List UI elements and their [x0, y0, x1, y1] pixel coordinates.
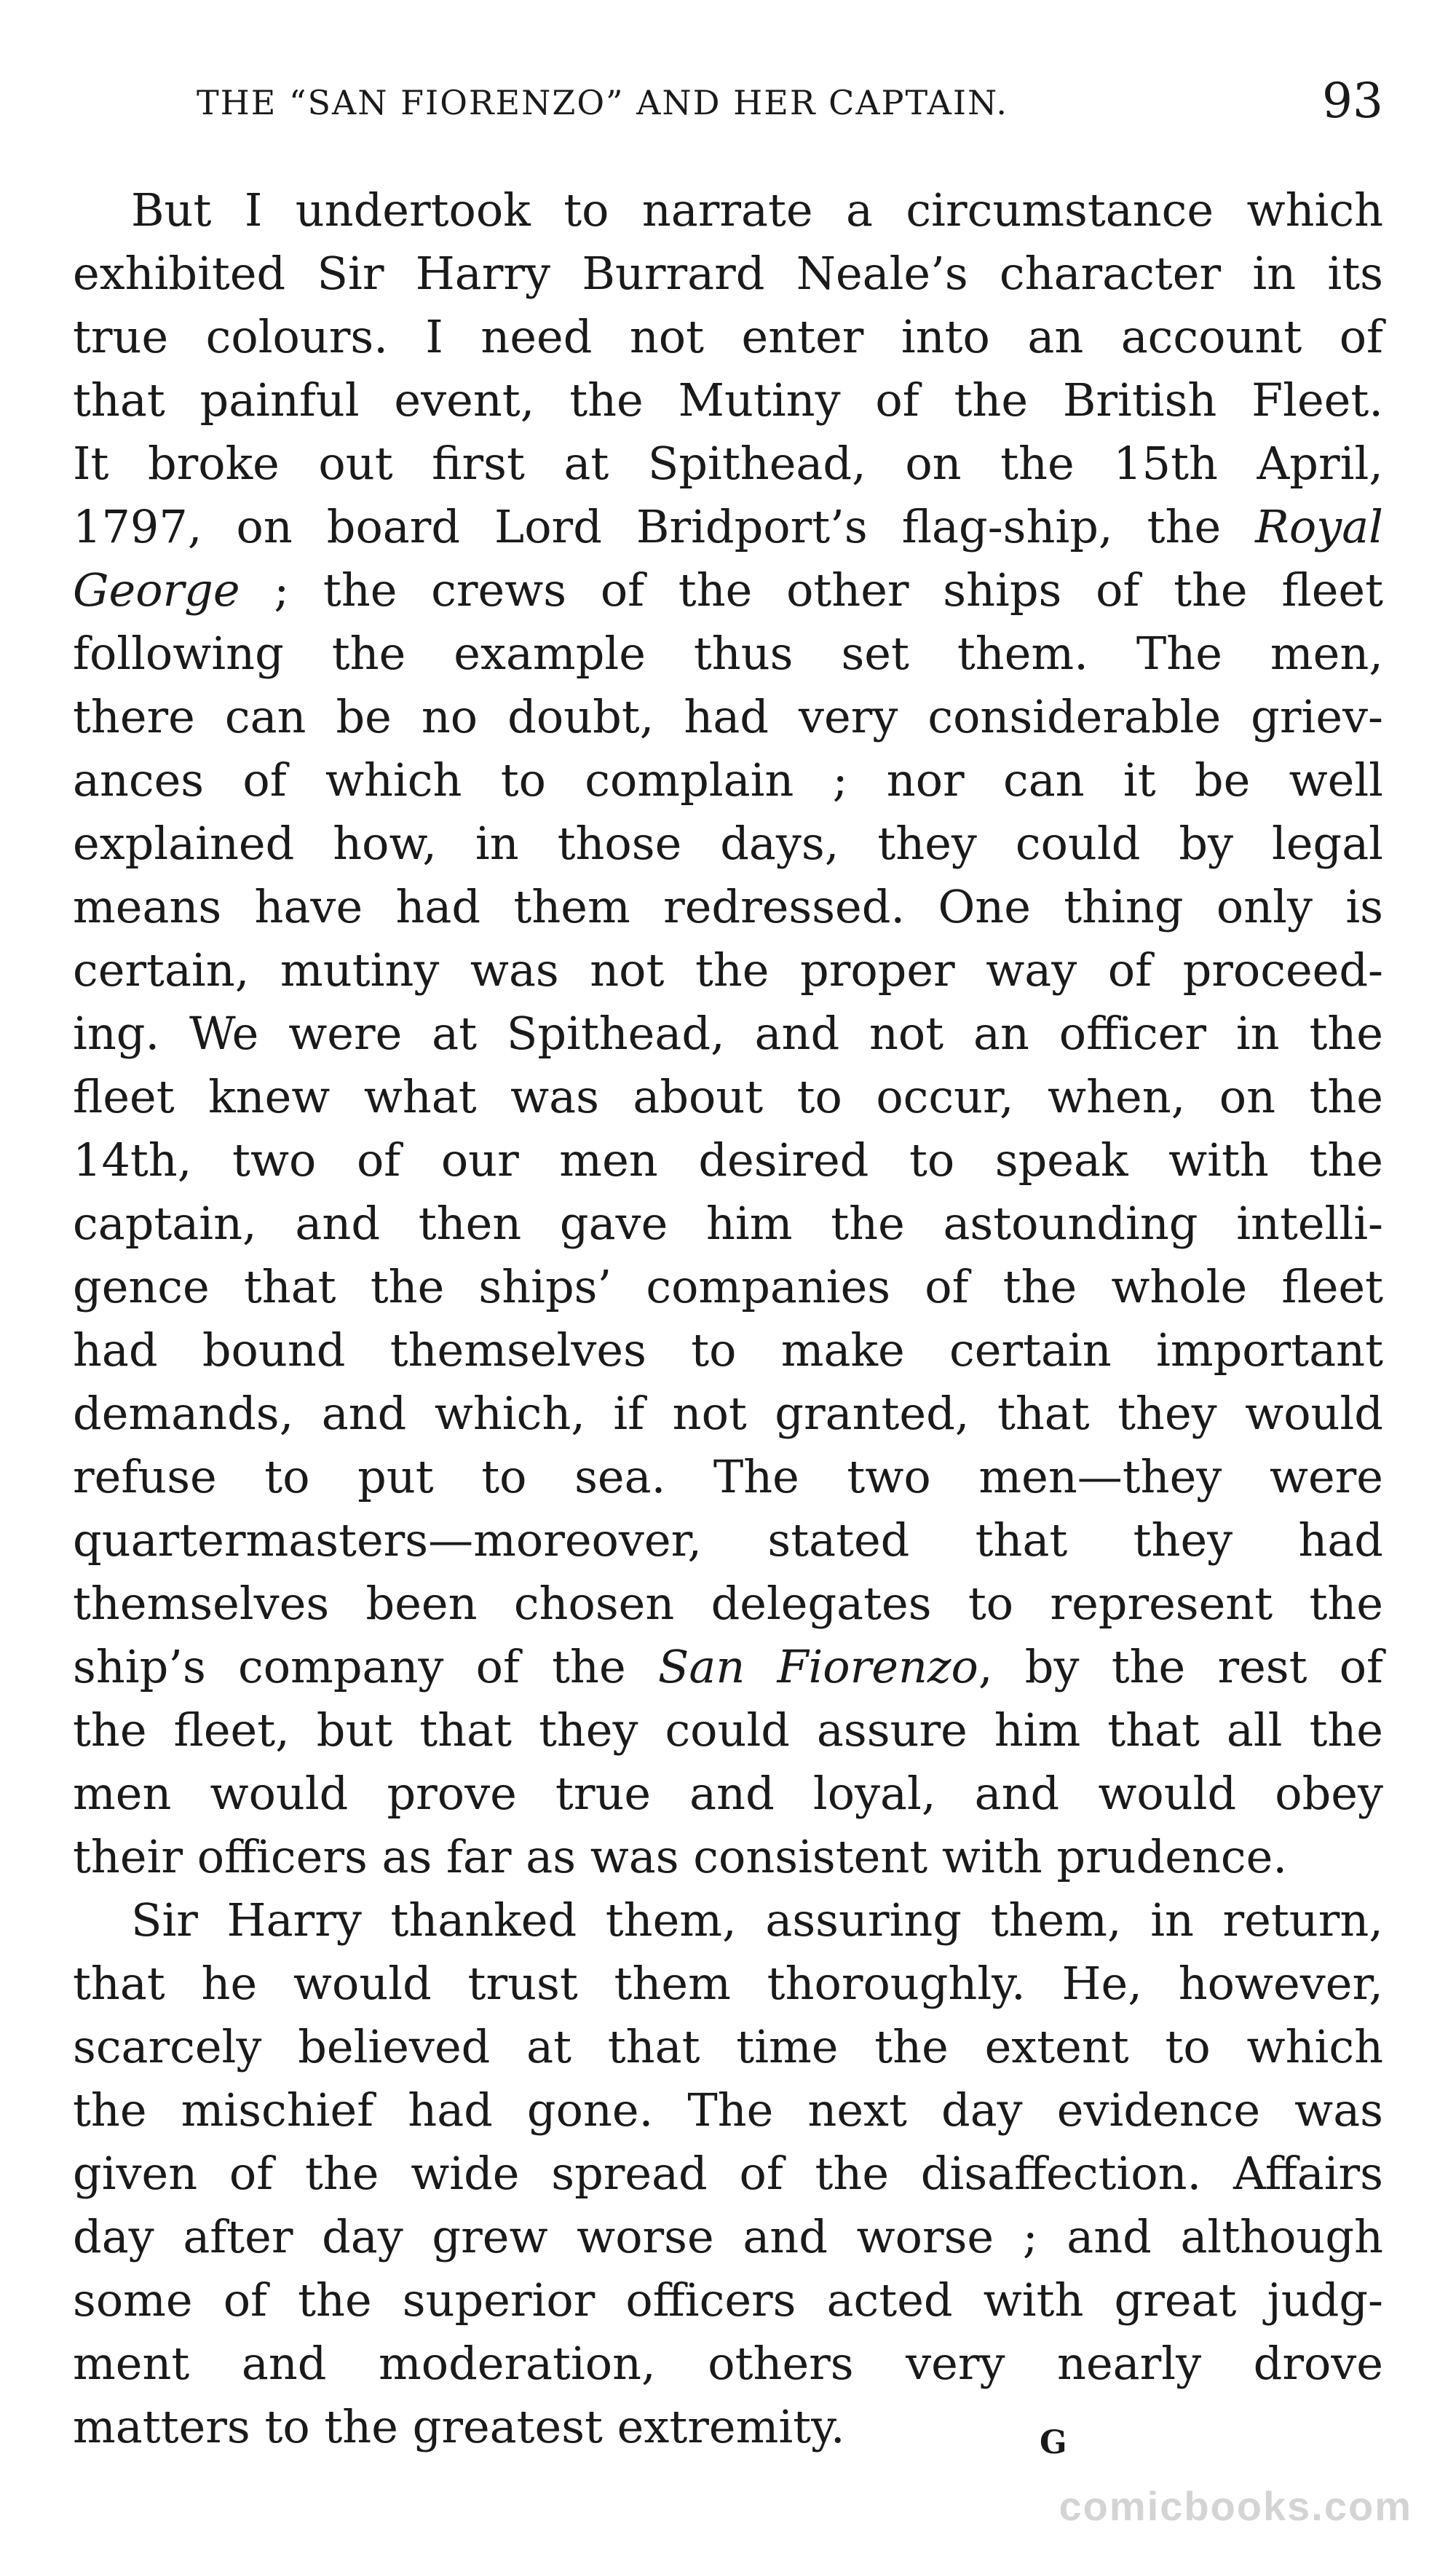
text-line: quartermasters—moreover, stated that they had: [73, 1513, 1383, 1567]
text-line: But I undertook to narrate a circumstance which: [131, 183, 1383, 237]
text-line: captain, and then gave him the astounding intelli-: [73, 1197, 1383, 1250]
text-line: themselves been chosen delegates to represent the: [73, 1577, 1383, 1630]
text-line: that he would trust them thoroughly. He, however,: [73, 1957, 1383, 2010]
text-line: the fleet, but that they could assure him that all the: [73, 1703, 1383, 1757]
text-line: ship’s company of the San Fiorenzo, by the rest of: [73, 1640, 1383, 1693]
text-line: refuse to put to sea. The two men—they were: [73, 1450, 1383, 1503]
text-line: the mischief had gone. The next day evidence was: [73, 2083, 1383, 2137]
text-line: exhibited Sir Harry Burrard Neale’s character in its: [73, 247, 1383, 300]
text-line: certain, mutiny was not the proper way of proceed-: [73, 943, 1383, 997]
text-line: Sir Harry thanked them, assuring them, in return,: [131, 1893, 1383, 1947]
text-line: It broke out first at Spithead, on the 15th April,: [73, 437, 1383, 490]
text-line: given of the wide spread of the disaffection. Affairs: [73, 2147, 1383, 2200]
text-line: that painful event, the Mutiny of the British Fleet.: [73, 373, 1383, 427]
text-line: there can be no doubt, had very considerable griev-: [73, 690, 1383, 743]
text-line: following the example thus set them. The men,: [73, 627, 1383, 680]
running-title: THE “SAN FIORENZO” AND HER CAPTAIN.: [197, 83, 1008, 122]
text-line: true colours. I need not enter into an account of: [73, 310, 1383, 363]
text-line: scarcely believed at that time the extent to which: [73, 2020, 1383, 2073]
text-line: fleet knew what was about to occur, when, on the: [73, 1070, 1383, 1123]
watermark: comicbooks.com: [1059, 2483, 1412, 2529]
page-number: 93: [1322, 73, 1383, 129]
paragraph-2: [73, 1888, 1383, 2458]
text-line: had bound themselves to make certain important: [73, 1323, 1383, 1377]
text-line: their officers as far as was consistent with prudence.: [73, 1830, 1288, 1883]
text-line: demands, and which, if not granted, that they would: [73, 1387, 1383, 1440]
text-line: men would prove true and loyal, and would obey: [73, 1767, 1383, 1820]
text-line: 1797, on board Lord Bridport’s flag-ship, the Royal: [73, 500, 1383, 553]
text-line: matters to the greatest extremity.: [73, 2400, 845, 2453]
text-line: George ; the crews of the other ships of the fleet: [73, 563, 1383, 617]
text-line: gence that the ships’ companies of the whole fleet: [73, 1260, 1383, 1313]
text-line: ment and moderation, others very nearly drove: [73, 2337, 1383, 2390]
text-line: means have had them redressed. One thing only is: [73, 880, 1383, 933]
text-line: day after day grew worse and worse ; and although: [73, 2210, 1383, 2263]
text-line: 14th, two of our men desired to speak with the: [73, 1133, 1383, 1187]
text-line: explained how, in those days, they could by legal: [73, 817, 1383, 870]
running-head: [73, 73, 1383, 138]
signature-mark: G: [1040, 2424, 1067, 2461]
text-line: ing. We were at Spithead, and not an officer in the: [73, 1007, 1383, 1060]
body-text: [73, 178, 1383, 2458]
paragraph-1: [73, 178, 1383, 1888]
text-line: ances of which to complain ; nor can it be well: [73, 753, 1383, 807]
text-line: some of the superior officers acted with great judg-: [73, 2273, 1383, 2327]
